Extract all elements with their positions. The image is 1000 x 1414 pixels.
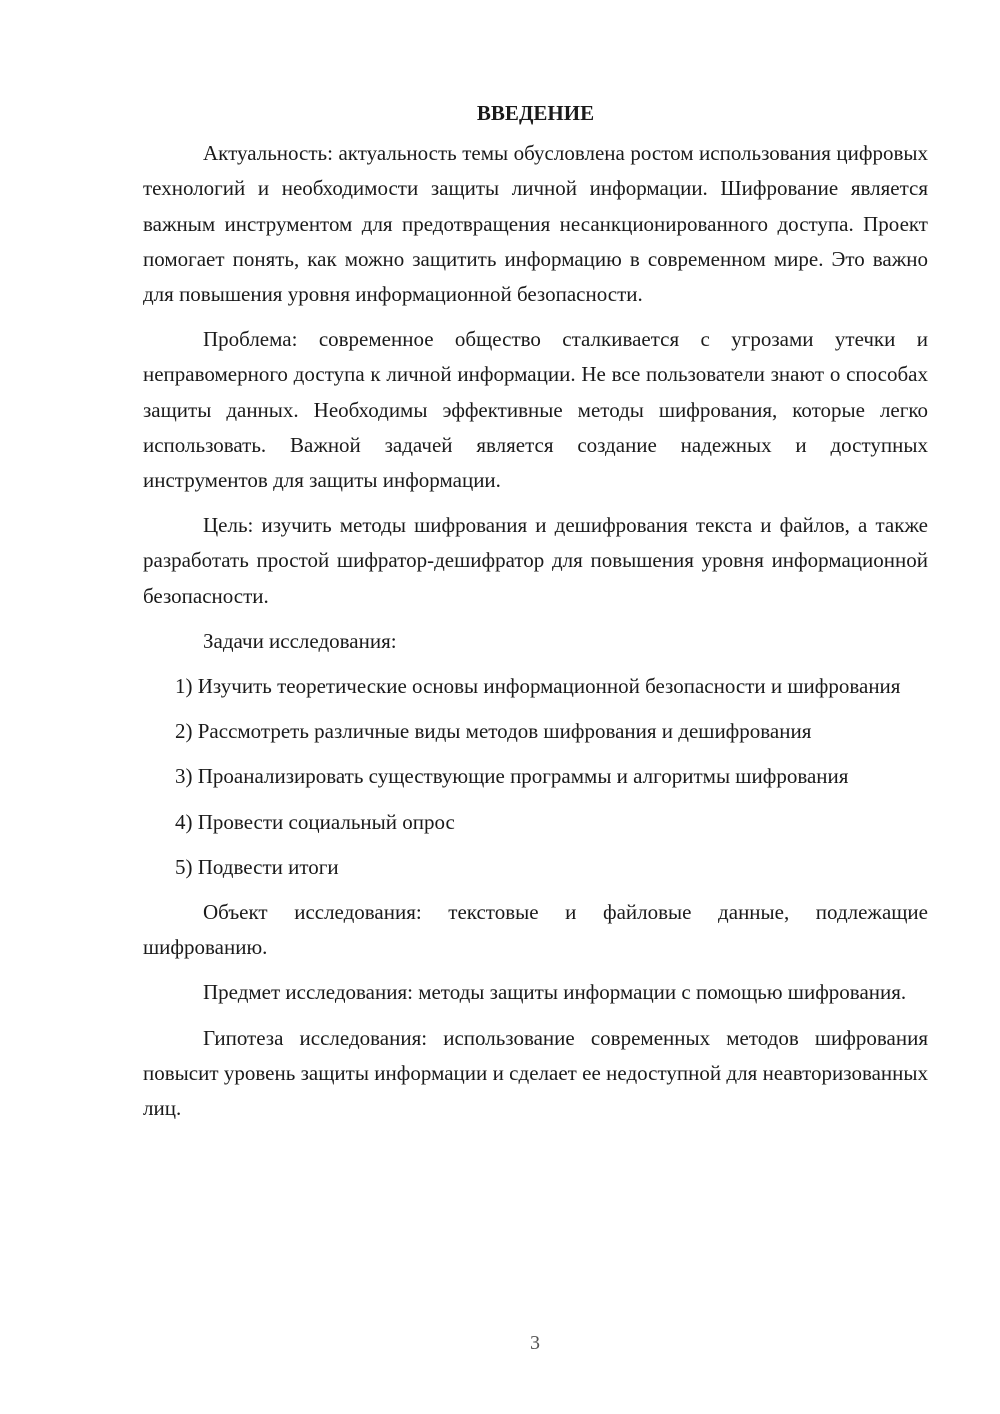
task-item-1: 1) Изучить теоретические основы информационной безопасности и шифрования <box>175 674 901 699</box>
paragraph-subject: Предмет исследования: методы защиты информации с помощью шифрования. <box>203 980 907 1005</box>
task-item-3: 3) Проанализировать существующие программы и алгоритмы шифрования <box>175 764 849 789</box>
paragraph-goal: Цель: изучить методы шифрования и дешифрования текста и файлов, а также разработать простой шифратор-дешифратор для повышения уровня информационной безопасности. <box>143 513 928 608</box>
section-heading: ВВЕДЕНИЕ <box>476 101 595 125</box>
task-item-2: 2) Рассмотреть различные виды методов шифрования и дешифрования <box>175 719 812 744</box>
paragraph-hypothesis: Гипотеза исследования: использование современных методов шифрования повысит уровень защиты информации и сделает ее недоступной для неавторизованных лиц. <box>143 1025 928 1121</box>
paragraph-relevance: Актуальность: актуальность темы обусловлена ростом использования цифровых технологий и необходимости защиты личной информации. Шифрование является важным инструментом для предотвращения несанкционированного доступа. Проект помогает понять, как можно защитить информацию в современном мире. Это важно для повышения уровня информационной безопасности. <box>143 141 928 307</box>
paragraph-object: Объект исследования: текстовые и файловые данные, подлежащие шифрованию. <box>143 900 928 960</box>
task-item-5: 5) Подвести итоги <box>175 854 339 879</box>
task-item-4: 4) Провести социальный опрос <box>175 809 455 834</box>
document-page <box>143 96 928 1126</box>
tasks-title: Задачи исследования: <box>203 628 397 653</box>
page-number: 3 <box>530 1332 540 1354</box>
paragraph-problem: Проблема: современное общество сталкивается с угрозами утечки и неправомерного доступа к личной информации. Не все пользователи знают о способах защиты данных. Необходимы эффективные методы шифрования, которые легко использовать. Важной задачей является создание надежных и доступных инструментов для защиты информации. <box>143 327 928 493</box>
